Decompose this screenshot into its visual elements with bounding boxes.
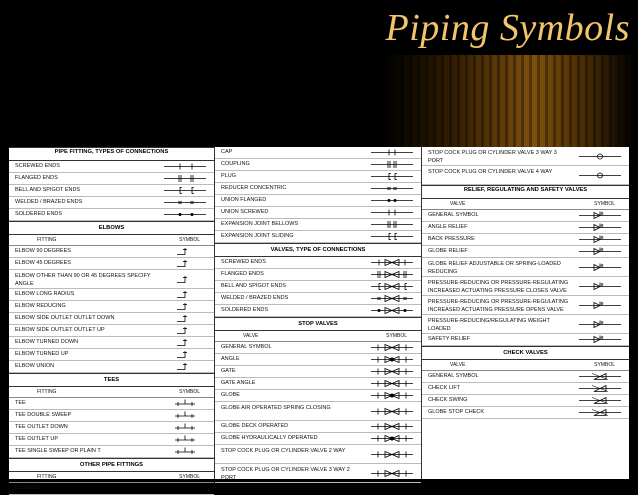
misc-symbol-icon — [369, 172, 415, 181]
valve-connection-label: SOLDERED ENDS — [221, 307, 269, 313]
stop-cock-row — [422, 147, 629, 166]
tee-row — [9, 434, 214, 446]
elbow-symbol-icon — [162, 314, 208, 323]
tee-row — [9, 398, 214, 410]
elbow-label: ELBOW LONG RADIUS — [15, 291, 75, 297]
relief-symbol-icon — [577, 235, 623, 244]
elbow-symbol-icon — [162, 275, 208, 284]
elbow-symbol-icon — [162, 350, 208, 359]
tee-label: TEE DOUBLE SWEEP — [15, 412, 72, 418]
cock-symbol-icon — [577, 171, 623, 180]
tee-label: TEE OUTLET DOWN — [15, 424, 68, 430]
tee-row — [9, 446, 214, 458]
valve-connection-label: FLANGED ENDS — [221, 271, 264, 277]
fitting-label: REDUCER CONCENTRIC — [221, 185, 287, 191]
stop-valve-label: GATE — [221, 368, 236, 374]
valve-symbol-icon — [369, 434, 415, 443]
fitting-row — [215, 195, 421, 207]
relief-symbol-icon — [577, 211, 623, 220]
relief-symbol-icon — [577, 335, 623, 344]
fitting-label: PLUG — [221, 173, 236, 179]
fitting-label: COUPLING — [221, 161, 250, 167]
section-header-pipe-fitting-connections: PIPE FITTING, TYPES OF CONNECTIONS — [9, 147, 214, 161]
relief-valve-label: GLOBE RELIEF ADJUSTABLE OR SPRING-LOADED REDUCING — [428, 260, 561, 275]
stop-valve-row — [215, 433, 421, 445]
relief-valve-row — [422, 234, 629, 246]
column-headings-tees: FITTING SYMBOL — [9, 387, 214, 398]
valve-connection-label: BELL AND SPIGOT ENDS — [221, 283, 287, 289]
tee-symbol-icon — [162, 447, 208, 456]
elbow-symbol-icon — [162, 326, 208, 335]
stop-valve-row — [215, 366, 421, 378]
vconn-symbol-icon — [369, 270, 415, 279]
check-symbol-icon — [577, 372, 623, 381]
elbow-label: ELBOW TURNED UP — [15, 351, 69, 357]
vconn-symbol-icon — [369, 282, 415, 291]
relief-symbol-icon — [577, 223, 623, 232]
valve-connection-label: WELDED / BRAZED ENDS — [221, 295, 289, 301]
check-valve-label: CHECK SWING — [428, 397, 468, 403]
relief-valve-row — [422, 334, 629, 346]
elbow-row — [9, 270, 214, 289]
piping-symbols-chart — [9, 147, 629, 491]
elbow-label: ELBOW REDUCING — [15, 303, 66, 309]
stop-cock-label: STOP COCK PLUG OR CYLINDER VALVE 4 WAY — [428, 168, 553, 175]
misc-symbol-icon — [162, 484, 208, 493]
tee-label: TEE OUTLET UP — [15, 436, 58, 442]
relief-valve-label: BACK PRESSURE — [428, 236, 475, 242]
elbow-row — [9, 313, 214, 325]
section-header-other-pipe-fittings: OTHER PIPE FITTINGS — [9, 458, 214, 472]
fitting-row — [215, 183, 421, 195]
relief-symbol-icon — [577, 263, 623, 272]
relief-valve-row — [422, 222, 629, 234]
fitting-label: UNION FLANGED — [221, 197, 267, 203]
valve-symbol-icon — [369, 391, 415, 400]
relief-valve-label: PRESSURE-REDUCING OR PRESSURE-REGULATING INCREASED ACTUATING PRESSURE CLOSES VALVE — [428, 279, 569, 294]
check-symbol-icon — [577, 408, 623, 417]
stop-valve-row — [215, 390, 421, 402]
pipe-connection-row — [9, 173, 214, 185]
column-headings-check: VALVE SYMBOL — [422, 360, 629, 371]
elbow-symbol-icon — [162, 290, 208, 299]
tee-symbol-icon — [162, 435, 208, 444]
valve-symbol-icon — [369, 469, 415, 478]
pipe-connection-label: FLANGED ENDS — [15, 175, 58, 181]
conn-symbol-icon — [162, 162, 208, 171]
fitting-row — [215, 219, 421, 231]
valve-connection-label: SCREWED ENDS — [221, 259, 266, 265]
stop-valve-row — [215, 445, 421, 464]
elbow-row — [9, 325, 214, 337]
conn-symbol-icon — [162, 210, 208, 219]
stop-valve-label: STOP COCK PLUG OR CYLINDER VALVE 3 WAY 2 PORT — [221, 466, 350, 481]
column-headings-relief: VALVE SYMBOL — [422, 199, 629, 210]
column-headings-stop-valves: VALVE SYMBOL — [215, 331, 421, 342]
vconn-symbol-icon — [369, 306, 415, 315]
conn-symbol-icon — [162, 174, 208, 183]
elbow-row — [9, 289, 214, 301]
elbow-row — [9, 246, 214, 258]
misc-symbol-icon — [369, 220, 415, 229]
elbow-row — [9, 361, 214, 373]
relief-valve-row — [422, 315, 629, 334]
relief-valve-label: SAFETY RELIEF — [428, 336, 471, 342]
check-valve-row — [422, 395, 629, 407]
pipe-connection-row — [9, 209, 214, 221]
section-header-valve-connections: VALVES, TYPE OF CONNECTIONS — [215, 243, 421, 257]
valve-symbol-icon — [369, 422, 415, 431]
section-header-relief-valves: RELIEF, REGULATING AND SAFETY VALVES — [422, 185, 629, 199]
pipe-connection-label: BELL AND SPIGOT ENDS — [15, 187, 81, 193]
valve-symbol-icon — [369, 367, 415, 376]
stop-valve-label: STOP COCK PLUG OR CYLINDER VALVE 2 WAY — [221, 447, 346, 454]
elbow-label: ELBOW OTHER THAN 90 OR 45 DEGREES SPECIFY ANGLE — [15, 272, 151, 287]
check-valve-row — [422, 383, 629, 395]
elbow-row — [9, 258, 214, 270]
stop-cock-label: STOP COCK PLUG OR CYLINDER VALVE 3 WAY 3 PORT — [428, 149, 557, 164]
relief-valve-label: ANGLE RELIEF — [428, 224, 468, 230]
conn-symbol-icon — [162, 186, 208, 195]
stop-valve-label: ANGLE — [221, 356, 240, 362]
section-header-check-valves: CHECK VALVES — [422, 346, 629, 360]
check-valve-label: GLOBE STOP CHECK — [428, 409, 485, 415]
relief-valve-row — [422, 296, 629, 315]
elbow-label: ELBOW 90 DEGREES — [15, 248, 71, 254]
check-symbol-icon — [577, 396, 623, 405]
elbow-label: ELBOW 45 DEGREES — [15, 260, 71, 266]
elbow-symbol-icon — [162, 302, 208, 311]
fitting-row — [215, 171, 421, 183]
tee-row — [9, 410, 214, 422]
fitting-label: UNION SCREWED — [221, 209, 269, 215]
elbow-symbol-icon — [162, 362, 208, 371]
tee-symbol-icon — [162, 411, 208, 420]
other-fitting-label: BUSHING — [15, 485, 41, 491]
section-header-elbows: ELBOWS — [9, 221, 214, 235]
elbow-label: ELBOW SIDE OUTLET OUTLET DOWN — [15, 315, 115, 321]
page-title: Piping Symbols — [385, 7, 630, 49]
fitting-row — [215, 159, 421, 171]
misc-symbol-icon — [369, 196, 415, 205]
tee-symbol-icon — [162, 423, 208, 432]
chart-column-2 — [215, 147, 422, 479]
elbow-row — [9, 301, 214, 313]
chart-column-3 — [422, 147, 629, 479]
valve-connection-row — [215, 257, 421, 269]
valve-symbol-icon — [369, 355, 415, 364]
stop-valve-label: GLOBE DECK OPERATED — [221, 423, 289, 429]
title-glow-decoration — [385, 55, 635, 150]
misc-symbol-icon — [369, 232, 415, 241]
fitting-row — [215, 147, 421, 159]
fitting-row — [215, 207, 421, 219]
valve-symbol-icon — [369, 379, 415, 388]
relief-valve-label: GENERAL SYMBOL — [428, 212, 479, 218]
relief-symbol-icon — [577, 282, 623, 291]
valve-symbol-icon — [369, 343, 415, 352]
valve-symbol-icon — [369, 450, 415, 459]
chart-column-1 — [9, 147, 215, 491]
valve-symbol-icon — [369, 407, 415, 416]
check-valve-row — [422, 407, 629, 419]
other-fitting-row — [9, 483, 214, 495]
relief-valve-label: PRESSURE-REDUCING/REGULATING WEIGHT LOADED — [428, 317, 550, 332]
check-valve-label: GENERAL SYMBOL — [428, 373, 479, 379]
stop-valve-row — [215, 342, 421, 354]
cock-symbol-icon — [577, 152, 623, 161]
elbow-symbol-icon — [162, 338, 208, 347]
pipe-connection-label: SOLDERED ENDS — [15, 211, 63, 217]
check-valve-label: CHECK LIFT — [428, 385, 461, 391]
section-header-stop-valves: STOP VALVES — [215, 317, 421, 331]
fitting-label: EXPANSION JOINT BELLOWS — [221, 221, 299, 227]
pipe-connection-row — [9, 185, 214, 197]
valve-connection-row — [215, 269, 421, 281]
stop-valve-row — [215, 354, 421, 366]
stop-valve-label: GLOBE HYDRAULICALLY OPERATED — [221, 435, 318, 441]
relief-valve-row — [422, 246, 629, 258]
check-valve-row — [422, 371, 629, 383]
conn-symbol-icon — [162, 198, 208, 207]
elbow-label: ELBOW TURNED DOWN — [15, 339, 79, 345]
stop-valve-label: GATE ANGLE — [221, 380, 256, 386]
tee-label: TEE — [15, 400, 26, 406]
elbow-symbol-icon — [162, 259, 208, 268]
fitting-label: EXPANSION JOINT SLIDING — [221, 233, 294, 239]
valve-connection-row — [215, 293, 421, 305]
stop-valve-label: GLOBE AIR OPERATED SPRING CLOSING — [221, 404, 331, 411]
stop-valve-row — [215, 378, 421, 390]
misc-symbol-icon — [369, 148, 415, 157]
stop-valve-row — [215, 402, 421, 421]
column-headings-elbows: FITTING SYMBOL — [9, 235, 214, 246]
fitting-row — [215, 231, 421, 243]
pipe-connection-label: WELDED / BRAZED ENDS — [15, 199, 83, 205]
misc-symbol-icon — [369, 208, 415, 217]
elbow-symbol-icon — [162, 247, 208, 256]
relief-valve-row — [422, 258, 629, 277]
relief-valve-label: GLOBE RELIEF — [428, 248, 468, 254]
misc-symbol-icon — [369, 184, 415, 193]
stop-cock-row — [422, 166, 629, 185]
elbow-row — [9, 349, 214, 361]
pipe-connection-row — [9, 197, 214, 209]
fitting-label: CAP — [221, 149, 233, 155]
tee-row — [9, 422, 214, 434]
vconn-symbol-icon — [369, 294, 415, 303]
relief-symbol-icon — [577, 301, 623, 310]
elbow-label: ELBOW UNION — [15, 363, 55, 369]
tee-label: TEE SINGLE SWEEP OR PLAIN T — [15, 448, 101, 454]
valve-connection-row — [215, 281, 421, 293]
relief-symbol-icon — [577, 247, 623, 256]
relief-valve-row — [422, 277, 629, 296]
pipe-connection-label: SCREWED ENDS — [15, 163, 60, 169]
column-headings-other: FITTING SYMBOL — [9, 472, 214, 483]
vconn-symbol-icon — [369, 258, 415, 267]
relief-symbol-icon — [577, 320, 623, 329]
relief-valve-label: PRESSURE-REDUCING OR PRESSURE-REGULATING INCREASED ACTUATING PRESSURE OPENS VALVE — [428, 298, 569, 313]
stop-valve-row — [215, 421, 421, 433]
section-header-tees: TEES — [9, 373, 214, 387]
misc-symbol-icon — [369, 160, 415, 169]
elbow-label: ELBOW SIDE OUTLET OUTLET UP — [15, 327, 105, 333]
check-symbol-icon — [577, 384, 623, 393]
stop-valve-label: GLOBE — [221, 392, 240, 398]
pipe-connection-row — [9, 161, 214, 173]
relief-valve-row — [422, 210, 629, 222]
elbow-row — [9, 337, 214, 349]
stop-valve-row — [215, 464, 421, 483]
valve-connection-row — [215, 305, 421, 317]
stop-valve-label: GENERAL SYMBOL — [221, 344, 272, 350]
tee-symbol-icon — [162, 399, 208, 408]
